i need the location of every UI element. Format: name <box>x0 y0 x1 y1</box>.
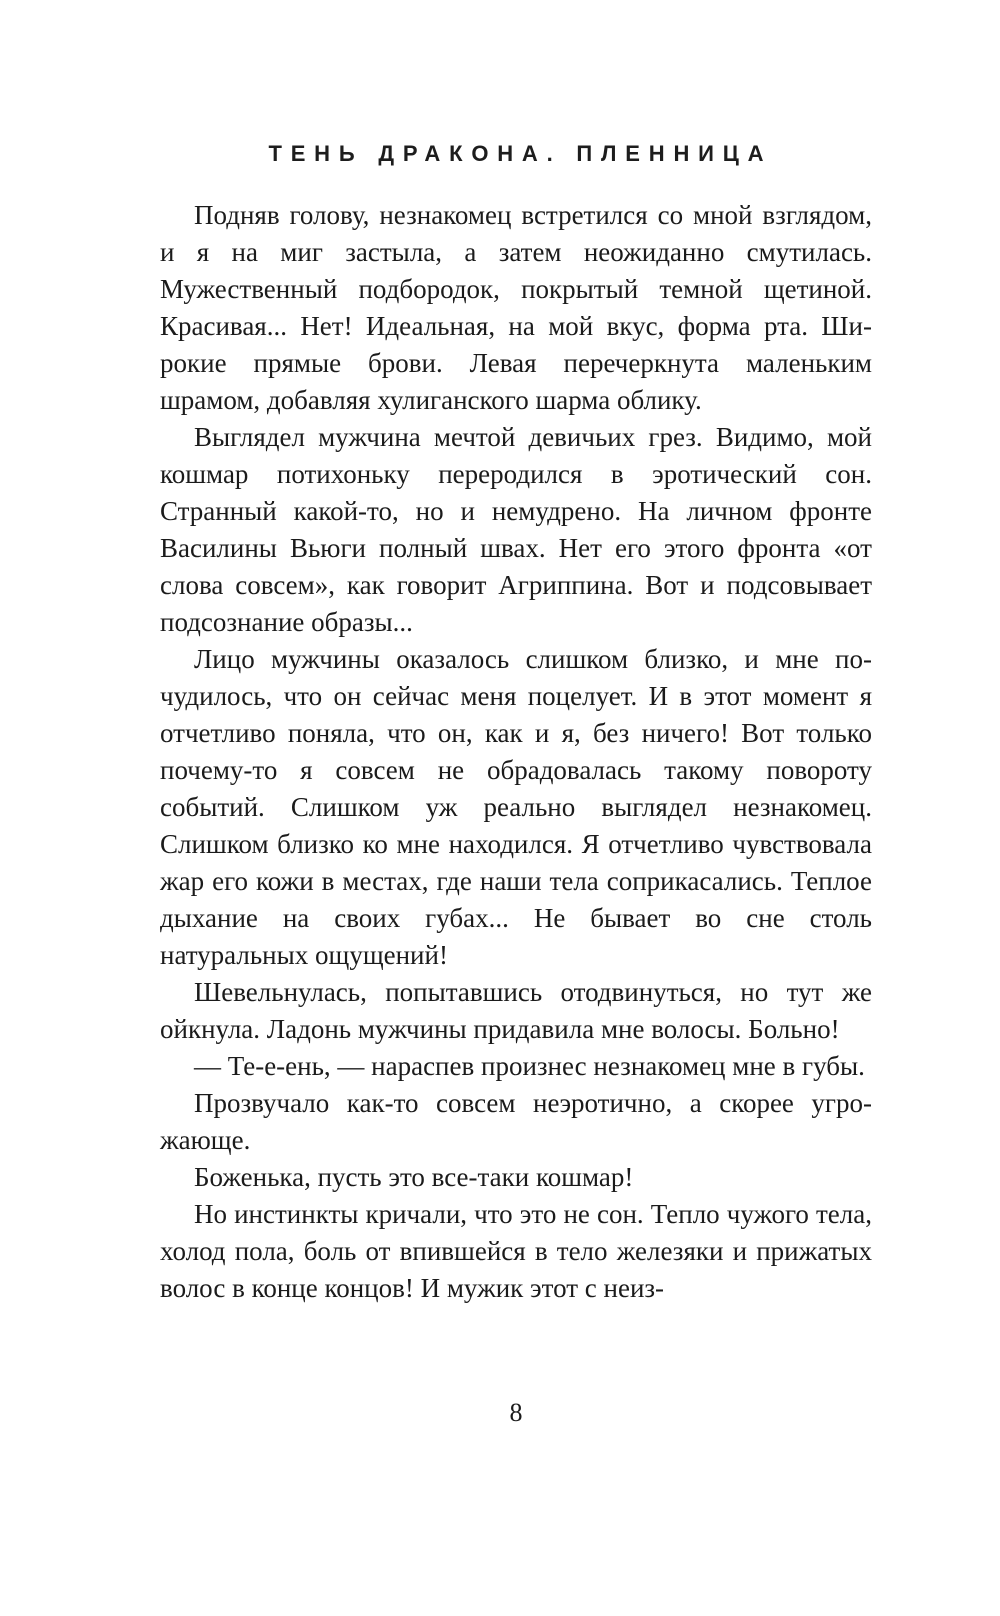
text-block <box>160 141 872 1307</box>
paragraph: Шевельнулась, попытавшись отодвинуться, но тут же ойкнула. Ладонь мужчины придавила мне волосы. Больно! <box>160 977 872 1044</box>
paragraph-dialogue: — Те-е-ень, — нараспев произнес незнакомец мне в губы. <box>194 1051 865 1081</box>
paragraph: Прозвучало как-то совсем неэротично, а скорее угрожающе. <box>160 1088 872 1155</box>
paragraph: Боженька, пусть это все-таки кошмар! <box>194 1162 634 1192</box>
running-head-title: ТЕНЬ ДРАКОНА. ПЛЕННИЦА <box>268 141 773 166</box>
paragraph: Но инстинкты кричали, что это не сон. Тепло чужого тела, холод пола, боль от впившейся в тело железяки и прижатых волос в конце концов! И мужик этот с неиз- <box>160 1199 872 1303</box>
paragraph: Подняв голову, незнакомец встретился со мной взглядом, и я на миг застыла, а затем неожиданно смутилась. Мужественный подбородок, покрытый темной щетиной. Красивая... Нет! Идеальная, на мой вкус, форма рта. Широкие прямые брови. Левая перечеркнута маленьким шрамом, добавляя хулиганского шарма облику. <box>160 200 872 415</box>
paragraph: Лицо мужчины оказалось слишком близко, и мне почудилось, что он сейчас меня поцелует. И в этот момент я отчетливо поняла, что он, как и я, без ничего! Вот только почему-то я совсем не обрадовалась такому повороту событий. Слишком уж реально выглядел незнакомец. Слишком близко ко мне находился. Я отчетливо чувствовала жар его кожи в местах, где наши тела соприкасались. Теплое дыхание на своих губах... Не бывает во сне столь натуральных ощущений! <box>160 644 872 970</box>
page-number: 8 <box>509 1398 523 1427</box>
paragraph: Выглядел мужчина мечтой девичьих грез. Видимо, мой кошмар потихоньку переродился в эротический сон. Странный какой-то, но и немудрено. На личном фронте Василины Вьюги полный швах. Нет его этого фронта «от слова совсем», как говорит Агриппина. Вот и подсовывает подсознание образы... <box>160 422 872 637</box>
